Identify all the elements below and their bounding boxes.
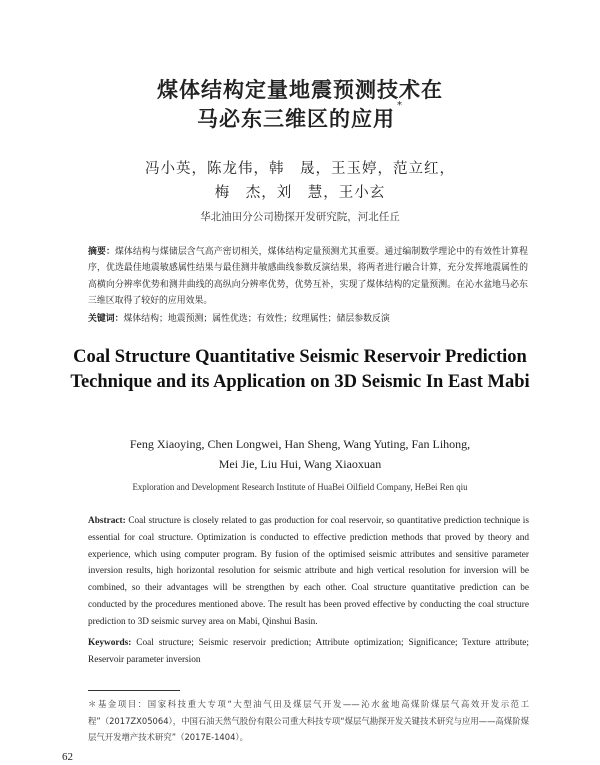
abstract-cn-label: 摘要：	[88, 247, 115, 257]
footnote-rule	[88, 690, 180, 691]
abstract-en-text: Coal structure is closely related to gas production for coal reservoir, so quantitative prediction technique is essential for coal structure. Optimization is conducted to effective prediction methods that proved by theory and experience, which using computer program. By fusion of the optimised seismic attributes and sensitive parameter inversion results, high horizontal resolution for seismic attribute and high vertical resolution for inversion will be combined, so their advantages will be strengthen by each other. Coal structure quantitative prediction can be conducted by the procedures mentioned above. The result has been proved effective by conducting the coal structure prediction to 3D seismic survey area on Mabi, Qinshui Basin.	[88, 516, 529, 627]
title-cn-line2	[0, 100, 600, 133]
affiliation-en: Exploration and Development Research Institute of HuaBei Oilfield Company, HeBei Ren qiu	[132, 482, 468, 492]
footnote: ＊基金项目：国家科技重大专项“大型油气田及煤层气开发——沁水盆地高煤阶煤层气高效开发示范工程”（2017ZX05064），中国石油天然气股份有限公司重大科技专项“煤层气勘探开发关键技术研究与应用——高煤阶煤层气开发增产技术研究”（2017E-1404）。	[88, 699, 529, 742]
keywords-en-label: Keywords:	[88, 638, 132, 648]
title-cn-line2-text: 马必东三维区的应用	[197, 107, 395, 131]
keywords-cn	[88, 311, 528, 324]
authors-cn-line1: 冯小英，陈龙伟，韩 晟，王玉婷，范立红，	[145, 161, 455, 177]
affiliation-cn: 华北油田分公司勘探开发研究院，河北任丘	[200, 211, 400, 223]
keywords-cn-label: 关键词：	[88, 314, 124, 324]
abstract-en-label: Abstract:	[88, 516, 126, 526]
abstract-cn	[88, 244, 528, 309]
title-en-line1: Coal Structure Quantitative Seismic Reservoir Prediction	[73, 347, 527, 367]
keywords-cn-text: 煤体结构；地震预测；属性优选；有效性；纹理属性；储层参数反演	[123, 314, 390, 324]
authors-cn-line2: 梅 杰，刘 慧，王小玄	[214, 185, 386, 201]
abstract-cn-text: 煤体结构与煤储层含气高产密切相关，煤体结构定量预测尤其重要。通过编制数学理论中的有效性计算程序，优选最佳地震敏感属性结果与最佳测井敏感曲线参数反演结果，将两者进行融合计算，充分发挥地震属性的高横向分辨率优势和测井曲线的高纵向分辨率优势，优势互补，实现了煤体结构的定量预测。在沁水盆地马必东三维区取得了较好的应用效果。	[88, 247, 529, 306]
page-number: 62	[62, 751, 73, 763]
title-cn-line1: 煤体结构定量地震预测技术在	[157, 78, 443, 102]
authors-en-line1: Feng Xiaoying, Chen Longwei, Han Sheng, Wang Yuting, Fan Lihong,	[129, 437, 471, 451]
abstract-en	[88, 513, 529, 631]
keywords-en	[88, 635, 529, 669]
keywords-en-text: Coal structure; Seismic reservoir prediction; Attribute optimization; Significance; Texture attribute; Reservoir parameter inversion	[88, 638, 529, 665]
title-en-line2: Technique and its Application on 3D Seismic In East Mabi	[70, 372, 530, 392]
footnote-marker: *	[397, 100, 403, 111]
authors-en-line2: Mei Jie, Liu Hui, Wang Xiaoxuan	[218, 457, 382, 471]
